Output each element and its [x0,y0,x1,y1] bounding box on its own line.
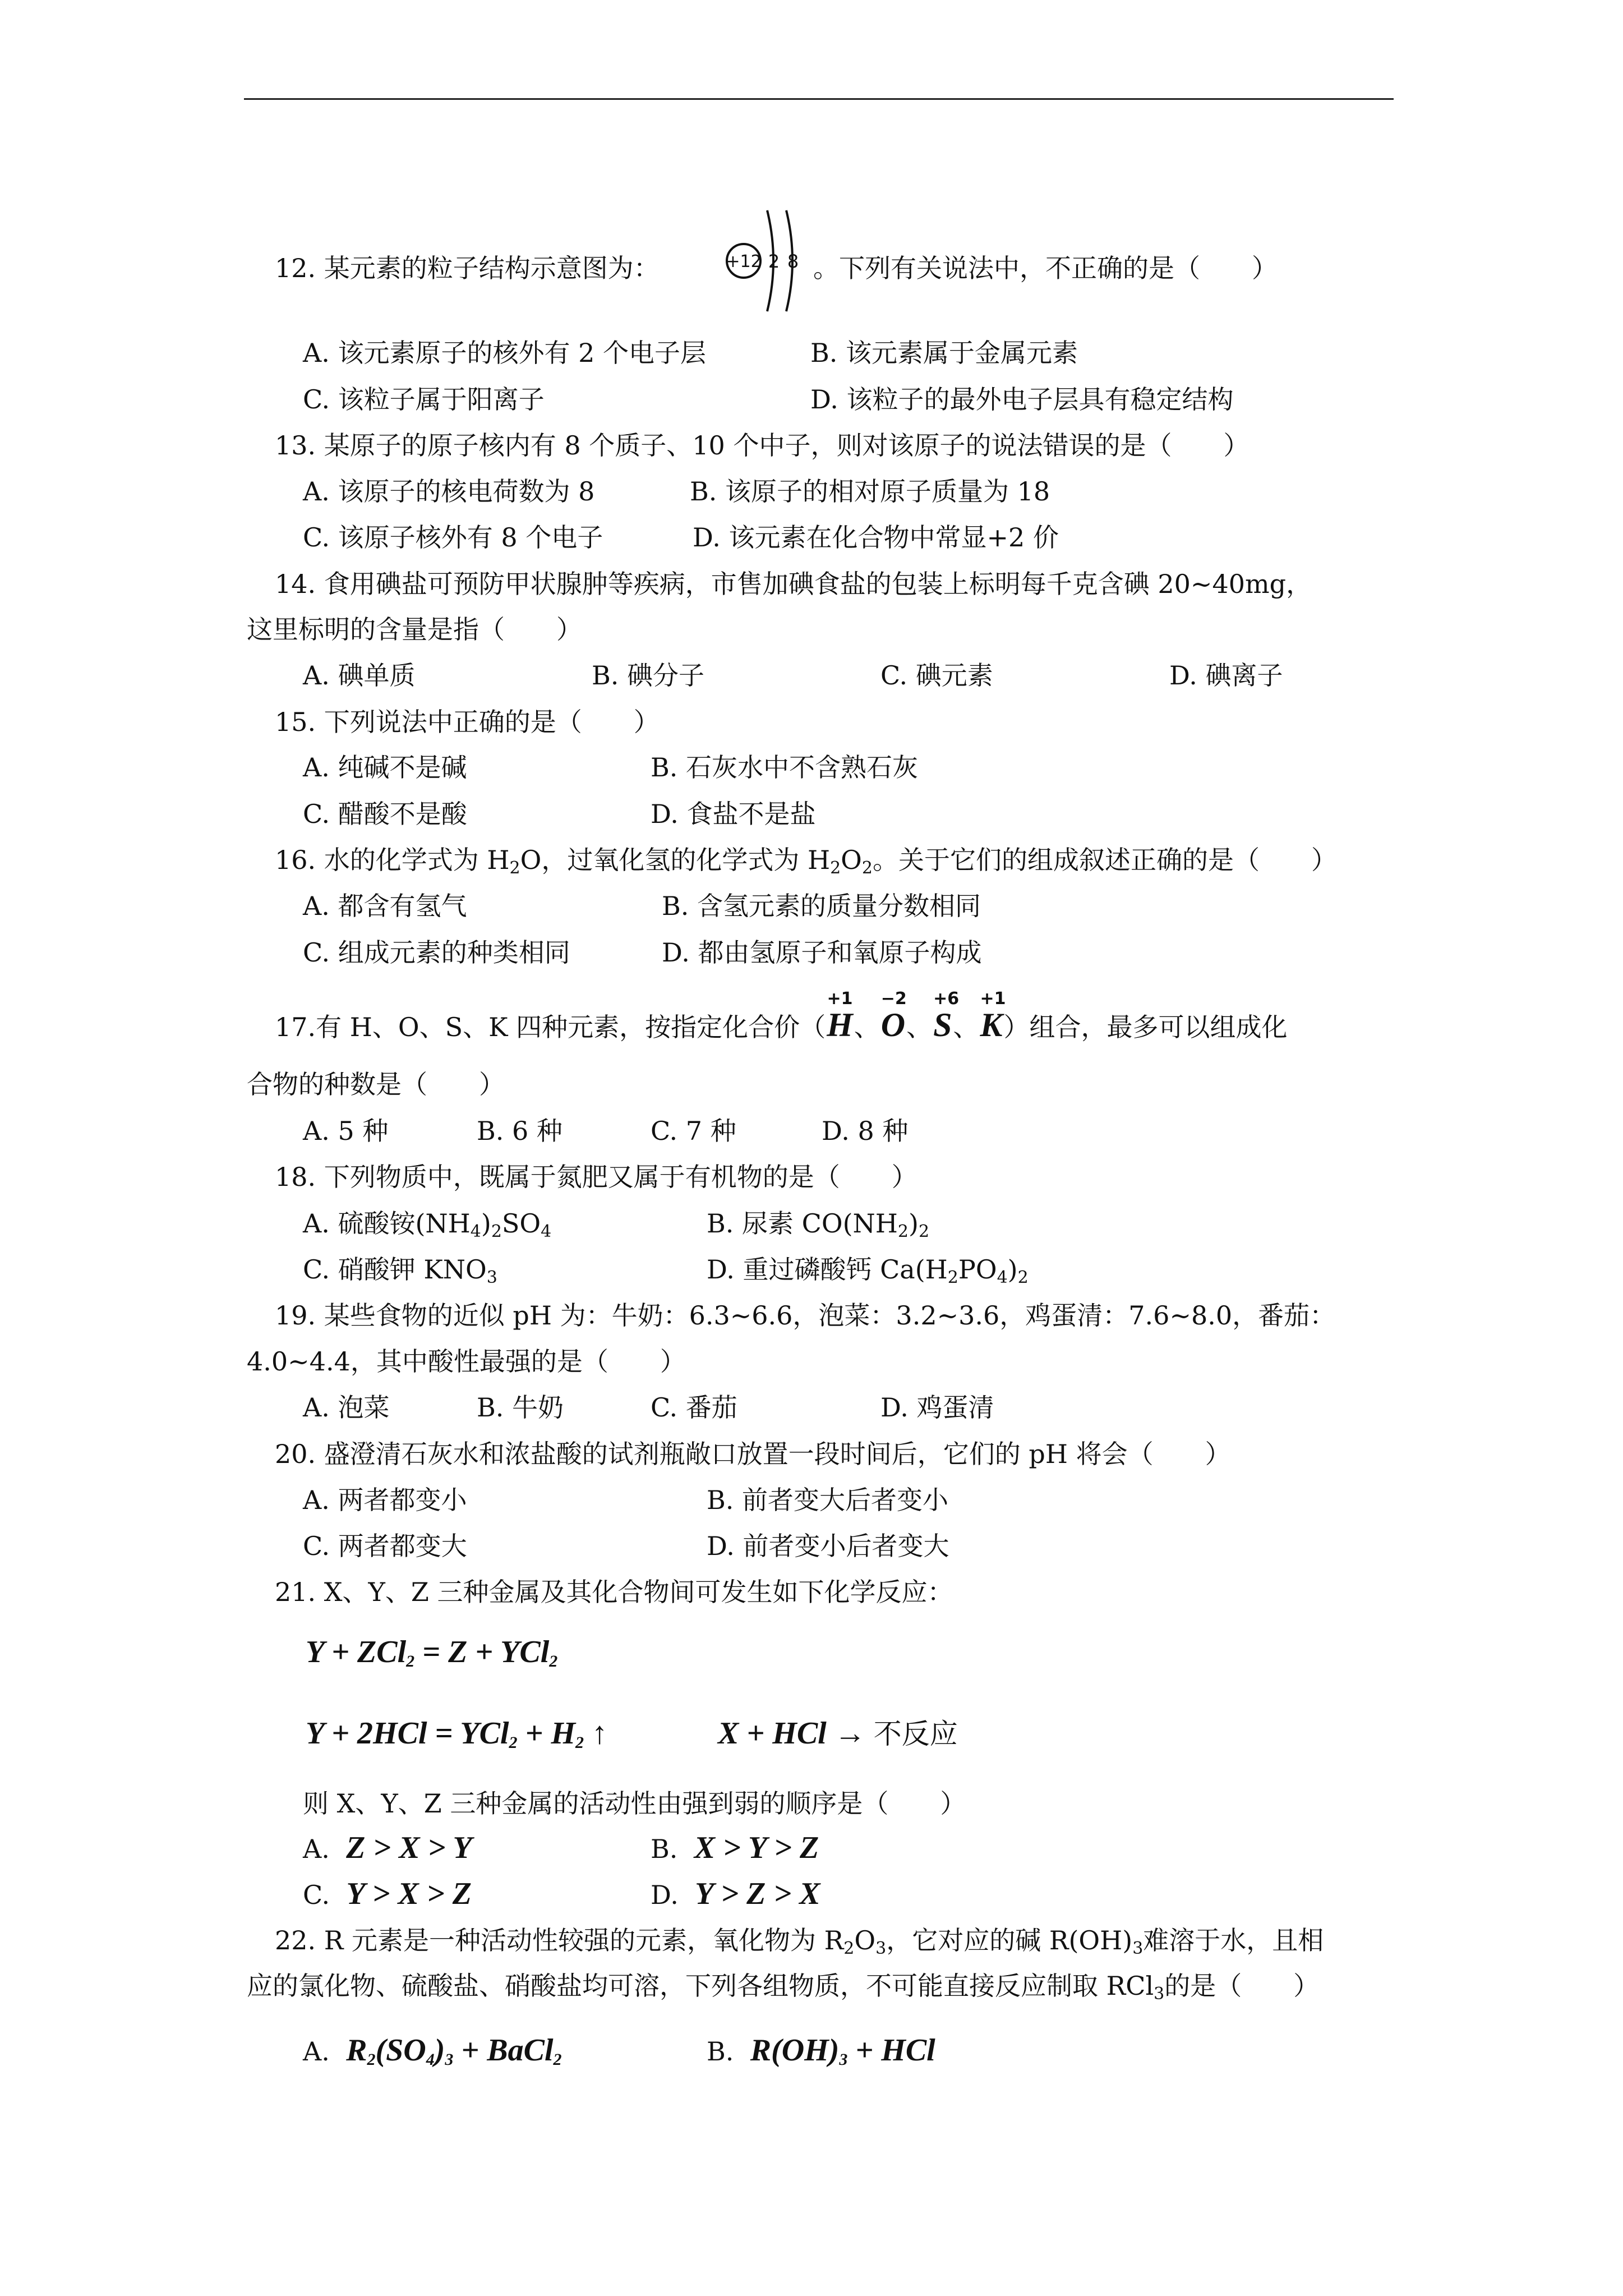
q12-option-b: B. 该元素属于金属元素 [810,338,1078,368]
header-rule [244,98,1394,100]
q17-option-a: A. 5 种 [303,1116,389,1146]
q18-stem: 18. 下列物质中，既属于氮肥又属于有机物的是（ ） [275,1162,917,1192]
q17-stem: 17.有 H、O、S、K 四种元素，按指定化合价（ +1 H、 −2 O、 +6 S、 +1 K）组合，最多可以组成化 [275,1005,1288,1047]
q21-equation-1: Y + ZCl$_2$ = Z + YCl$_2$ [306,1635,558,1671]
q13-option-b: B. 该原子的相对原子质量为 18 [690,476,1050,507]
q14-option-c: C. 碘元素 [880,660,993,691]
q21-equation-3: X + HCl → 不反应 [718,1716,958,1751]
q19-option-a: A. 泡菜 [303,1392,390,1423]
valence-h: +1 H [827,989,853,1043]
q18-option-b: B. 尿素 $CO(NH_2)_2$ [707,1208,930,1241]
q14-stem-line2: 这里标明的含量是指（ ） [247,614,582,645]
q15-stem: 15. 下列说法中正确的是（ ） [275,707,660,737]
valence-k: +1 K [980,989,1006,1043]
q13-option-d: D. 该元素在化合物中常显+2 价 [693,522,1059,553]
q14-option-d: D. 碘离子 [1169,660,1283,691]
q21-option-b: B. X > Y > Z [651,1830,819,1865]
q17-option-b: B. 6 种 [477,1116,562,1146]
q18-option-d: D. 重过磷酸钙 $Ca(H_2PO_4)_2$ [707,1254,1029,1287]
nucleus-charge: +12 [726,252,762,272]
q20-option-b: B. 前者变大后者变小 [707,1485,949,1515]
q21-question: 则 X、Y、Z 三种金属的活动性由强到弱的顺序是（ ） [303,1788,966,1819]
q15-option-a: A. 纯碱不是碱 [303,752,467,783]
q21-equation-2: $Y + 2HCl = YCl_2 + H_2$ ↑ [306,1716,607,1752]
q20-stem: 20. 盛澄清石灰水和浓盐酸的试剂瓶敞口放置一段时间后，它们的 pH 将会（ ） [275,1439,1231,1469]
valence-o: −2 O [880,989,907,1043]
q16-option-a: A. 都含有氢气 [303,891,467,921]
q16-option-d: D. 都由氢原子和氧原子构成 [662,937,982,968]
valence-s: +6 S [933,989,960,1043]
q15-option-d: D. 食盐不是盐 [651,799,816,829]
q12-option-d: D. 该粒子的最外电子层具有稳定结构 [810,384,1234,415]
q17-option-c: C. 7 种 [651,1116,736,1146]
q19-option-d: D. 鸡蛋清 [880,1392,994,1423]
q13-option-c: C. 该原子核外有 8 个电子 [303,522,603,553]
q20-option-a: A. 两者都变小 [303,1485,467,1515]
q18-option-a: A. 硫酸铵$(NH_4)_2SO_4$ [303,1208,552,1241]
q16-option-b: B. 含氢元素的质量分数相同 [662,891,981,921]
q19-stem-line1: 19. 某些食物的近似 pH 为：牛奶：6.3~6.6，泡菜：3.2~3.6，鸡蛋清：7.6~8.0，番茄： [275,1300,1336,1331]
q15-option-c: C. 醋酸不是酸 [303,799,467,829]
q14-option-a: A. 碘单质 [303,660,416,691]
q19-stem-line2: 4.0~4.4，其中酸性最强的是（ ） [247,1346,686,1377]
q19-option-c: C. 番茄 [651,1392,737,1423]
q12-option-c: C. 该粒子属于阳离子 [303,384,545,415]
q20-option-c: C. 两者都变大 [303,1531,467,1561]
q21-option-a: A. Z > X > Y [303,1830,472,1865]
q15-option-b: B. 石灰水中不含熟石灰 [651,752,919,783]
q22-stem-line2: 应的氯化物、硫酸盐、硝酸盐均可溶，下列各组物质，不可能直接反应制取 RCl$_3$的是（ ） [247,1971,1320,2004]
q14-option-b: B. 碘分子 [592,660,705,691]
q22-option-a: A. $R_2(SO_4)_3$ + BaCl$_2$ [303,2033,562,2069]
q14-stem-line1: 14. 食用碘盐可预防甲状腺肿等疾病，市售加碘食盐的包装上标明每千克含碘 20~40mg， [275,569,1312,599]
q22-option-b: B. $R(OH)_3$ + HCl [707,2033,935,2069]
q17-option-d: D. 8 种 [822,1116,909,1146]
q21-stem: 21. X、Y、Z 三种金属及其化合物间可发生如下化学反应： [275,1577,953,1607]
q17-stem-line2: 合物的种数是（ ） [247,1069,505,1099]
q12-stem-suffix: 。下列有关说法中，不正确的是（ ） [813,253,1278,283]
q12-stem: 12. 某元素的粒子结构示意图为： [275,253,660,283]
atom-structure-diagram [723,199,808,320]
q20-option-d: D. 前者变小后者变大 [707,1531,949,1561]
q16-stem: 16. 水的化学式为 $H_2O$，过氧化氢的化学式为 $H_2O_2$。关于它们的组成叙述正确的是（ ） [275,845,1337,878]
q18-option-c: C. 硝酸钾 $KNO_3$ [303,1254,497,1287]
q21-option-d: D. Y > Z > X [651,1876,820,1911]
q13-stem: 13. 某原子的原子核内有 8 个质子、10 个中子，则对该原子的说法错误的是（ ） [275,430,1249,461]
shell-2-electrons: 8 [787,251,799,272]
shell-1-electrons: 2 [768,251,780,272]
q12-option-a: A. 该元素原子的核外有 2 个电子层 [303,338,706,368]
q19-option-b: B. 牛奶 [477,1392,564,1423]
q13-option-a: A. 该原子的核电荷数为 8 [303,476,595,507]
q21-option-c: C. Y > X > Z [303,1876,472,1911]
q16-option-c: C. 组成元素的种类相同 [303,937,570,968]
q22-stem-line1: 22. R 元素是一种活动性较强的元素，氧化物为 $R_2O_3$，它对应的碱 $R(OH)_3$难溶于水，且相 [275,1925,1324,1958]
